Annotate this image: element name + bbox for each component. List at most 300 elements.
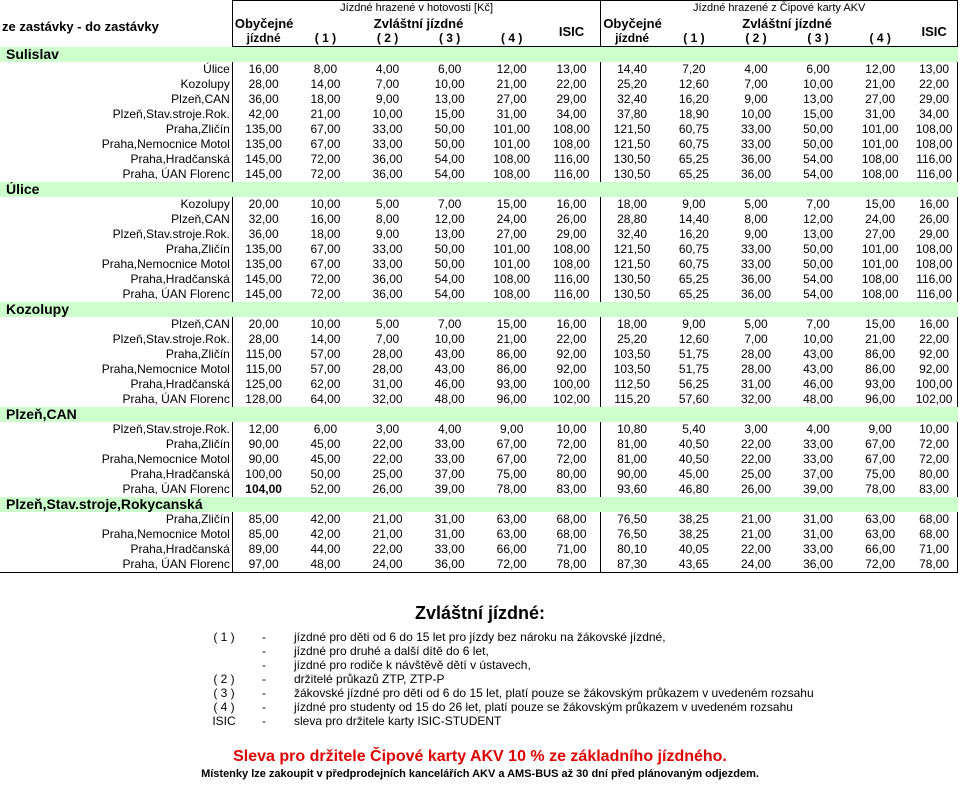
fare-cell: 21,00 xyxy=(865,332,896,346)
fare-cell: 101,00 xyxy=(861,122,899,136)
fare-cell: 108,00 xyxy=(493,167,531,181)
fare-cell: 50,00 xyxy=(803,122,834,136)
fare-cell: 145,00 xyxy=(245,167,282,181)
fare-cell: 116,00 xyxy=(543,152,601,167)
fare-row xyxy=(0,362,958,377)
fare-cell: 13,00 xyxy=(803,92,834,106)
fare-cell: 108,00 xyxy=(493,272,531,286)
fare-cell: 87,30 xyxy=(601,557,663,573)
fare-cell: 46,00 xyxy=(434,377,465,391)
fare-cell: 68,00 xyxy=(911,512,957,527)
destination-cell: Plzeň,CAN xyxy=(0,92,232,107)
fare-cell: 33,00 xyxy=(372,257,403,271)
isic-header: ISIC xyxy=(543,16,601,47)
fare-cell: 108,00 xyxy=(543,242,601,257)
fare-cell: 18,90 xyxy=(678,107,709,121)
fare-cell: 78,00 xyxy=(496,482,527,496)
fare-cell: 13,00 xyxy=(911,62,957,77)
section-row xyxy=(0,302,958,317)
fare-cell: 27,00 xyxy=(865,92,896,106)
fare-cell: 12,00 xyxy=(803,212,834,226)
fare-cell: 115,00 xyxy=(245,362,282,376)
fare-cell: 43,00 xyxy=(434,347,465,361)
fare-cell: 24,00 xyxy=(357,557,419,573)
fare-cell: 64,00 xyxy=(310,392,341,406)
fare-cell: 9,00 xyxy=(682,317,706,331)
fare-cell: 4,00 xyxy=(375,62,400,76)
fare-row xyxy=(0,542,958,557)
section-row xyxy=(0,47,958,63)
fare-cell: 10,00 xyxy=(434,332,465,346)
fare-row xyxy=(0,242,958,257)
fare-cell: 21,00 xyxy=(372,527,403,541)
fare-cell: 65,25 xyxy=(678,167,709,181)
fare-cell: 32,00 xyxy=(740,392,772,406)
fare-cell: 85,00 xyxy=(248,527,279,541)
fare-cell: 33,00 xyxy=(740,257,772,271)
fare-cell: 43,00 xyxy=(803,347,834,361)
destination-cell: Praha,Hradčanská xyxy=(0,377,232,392)
fare-cell: 67,00 xyxy=(865,452,896,466)
fare-cell: 14,00 xyxy=(310,332,341,346)
fare-cell: 33,00 xyxy=(434,452,465,466)
fare-cell: 25,20 xyxy=(617,77,648,91)
fare-cell: 101,00 xyxy=(861,242,899,256)
fare-row xyxy=(0,332,958,347)
note-text: jízdné pro druhé a další dítě do 6 let, xyxy=(294,644,489,658)
fare-cell: 93,60 xyxy=(617,482,648,496)
section-row xyxy=(0,407,958,422)
fare-cell: 108,00 xyxy=(493,152,531,166)
fare-cell: 100,00 xyxy=(543,377,601,392)
destination-cell: Praha,Nemocnice Motol xyxy=(0,257,232,272)
section-origin-name: Sulislav xyxy=(0,47,958,63)
fare-cell: 4,00 xyxy=(437,422,462,436)
fare-cell: 60,75 xyxy=(678,122,709,136)
fare-cell: 16,00 xyxy=(543,317,601,332)
fare-cell: 36,00 xyxy=(740,272,772,286)
fare-cell: 83,00 xyxy=(543,482,601,497)
fare-cell: 50,00 xyxy=(434,137,465,151)
fare-cell: 72,00 xyxy=(481,557,543,573)
note-code: ( 1 ) xyxy=(213,630,235,644)
fare-cell: 45,00 xyxy=(678,467,709,481)
note-text: jízdné pro rodiče k návštěvě dětí v ústavech, xyxy=(294,658,531,672)
fare-cell: 36,00 xyxy=(419,557,481,573)
fare-cell: 29,00 xyxy=(543,227,601,242)
fare-cell: 28,00 xyxy=(248,77,279,91)
fare-cell: 8,00 xyxy=(744,212,768,226)
fare-cell: 15,00 xyxy=(496,197,527,211)
fare-cell: 40,05 xyxy=(678,542,709,556)
fare-cell: 16,20 xyxy=(678,227,709,241)
note-dash: - xyxy=(262,658,266,672)
fare-cell: 31,00 xyxy=(434,512,465,526)
fare-cell: 26,00 xyxy=(911,212,957,227)
sub-header: ( 2 ) xyxy=(725,31,787,47)
fare-cell: 115,00 xyxy=(245,347,282,361)
fare-cell: 108,00 xyxy=(543,122,601,137)
fare-cell: 36,00 xyxy=(372,287,403,301)
note-dash: - xyxy=(262,686,266,700)
fare-cell: 108,00 xyxy=(861,152,899,166)
note-code: ( 2 ) xyxy=(213,672,235,686)
fare-cell: 36,00 xyxy=(248,227,279,241)
fare-cell: 62,00 xyxy=(310,377,341,391)
fare-cell: 31,00 xyxy=(434,527,465,541)
fare-cell: 97,00 xyxy=(232,557,294,573)
fare-cell: 31,00 xyxy=(803,527,834,541)
fare-cell: 66,00 xyxy=(865,542,896,556)
ordinary-header: Obyčejné xyxy=(603,16,662,31)
fare-cell: 5,00 xyxy=(744,317,768,331)
fare-cell: 108,00 xyxy=(543,137,601,152)
note-code: ( 4 ) xyxy=(213,700,235,714)
fare-cell: 10,00 xyxy=(911,422,957,437)
fare-cell: 20,00 xyxy=(248,317,279,331)
fare-cell: 22,00 xyxy=(911,332,957,347)
fare-cell: 8,00 xyxy=(375,212,400,226)
fare-row xyxy=(0,392,958,407)
fare-cell: 116,00 xyxy=(543,272,601,287)
fare-cell: 44,00 xyxy=(310,542,341,556)
sub-header: ( 3 ) xyxy=(787,31,849,47)
reservation-note: Místenky lze zakoupit v předprodejních kancelářích AKV a AMS-BUS až 30 dní před plánovaným odjezdem. xyxy=(201,768,759,780)
fare-row xyxy=(0,317,958,332)
fare-cell: 86,00 xyxy=(865,362,896,376)
fare-cell: 36,00 xyxy=(372,167,403,181)
fare-cell: 7,00 xyxy=(744,332,768,346)
fare-cell: 135,00 xyxy=(245,137,282,151)
fare-cell: 81,00 xyxy=(617,452,648,466)
fare-cell: 22,00 xyxy=(372,452,403,466)
fare-cell: 28,00 xyxy=(372,362,403,376)
fare-cell: 9,00 xyxy=(375,227,400,241)
fare-cell: 22,00 xyxy=(543,332,601,347)
fare-cell: 39,00 xyxy=(434,482,465,496)
note-item xyxy=(200,700,818,714)
destination-cell: Praha,Hradčanská xyxy=(0,467,232,482)
fare-cell: 68,00 xyxy=(543,527,601,542)
fare-cell: 116,00 xyxy=(911,167,957,182)
note-item xyxy=(200,630,818,644)
fare-cell: 52,00 xyxy=(310,482,341,496)
fare-row xyxy=(0,152,958,167)
note-dash: - xyxy=(262,644,266,658)
fare-cell: 60,75 xyxy=(678,257,709,271)
section-origin-name: Plzeň,CAN xyxy=(0,407,958,422)
fare-cell: 29,00 xyxy=(911,227,957,242)
fare-cell: 40,50 xyxy=(678,437,709,451)
fare-cell: 7,20 xyxy=(682,62,706,76)
fare-cell: 16,20 xyxy=(678,92,709,106)
destination-cell: Praha, ÚAN Florenc xyxy=(0,557,232,573)
fare-cell: 26,00 xyxy=(372,482,403,496)
fare-cell: 36,00 xyxy=(740,287,772,301)
fare-cell: 103,50 xyxy=(613,347,651,361)
fare-cell: 46,80 xyxy=(678,482,709,496)
note-text: držitelé průkazů ZTP, ZTP-P xyxy=(294,672,445,686)
fare-row xyxy=(0,467,958,482)
fare-row xyxy=(0,452,958,467)
fare-cell: 14,40 xyxy=(678,212,709,226)
note-code xyxy=(200,644,248,658)
fare-cell: 90,00 xyxy=(617,467,648,481)
fare-cell: 28,80 xyxy=(617,212,648,226)
fare-cell: 100,00 xyxy=(245,467,282,481)
fare-cell: 57,00 xyxy=(310,347,341,361)
fare-cell: 72,00 xyxy=(543,437,601,452)
fare-cell: 76,50 xyxy=(617,527,648,541)
fare-cell: 46,00 xyxy=(803,377,834,391)
note-dash: - xyxy=(262,672,266,686)
fare-cell: 40,50 xyxy=(678,452,709,466)
fare-cell: 86,00 xyxy=(865,347,896,361)
note-dash: - xyxy=(262,630,266,644)
destination-cell: Plzeň,Stav.stroje.Rok. xyxy=(0,422,232,437)
fare-cell: 16,00 xyxy=(310,212,341,226)
notes-list xyxy=(200,630,818,728)
destination-cell: Praha,Hradčanská xyxy=(0,542,232,557)
fare-cell: 18,00 xyxy=(310,227,341,241)
destination-cell: Praha, ÚAN Florenc xyxy=(0,167,232,182)
fare-cell: 9,00 xyxy=(868,422,892,436)
note-item xyxy=(200,686,818,700)
fare-cell: 116,00 xyxy=(543,167,601,182)
fare-cell: 31,00 xyxy=(496,107,527,121)
fare-cell: 21,00 xyxy=(496,77,527,91)
fare-cell: 33,00 xyxy=(434,437,465,451)
fare-header: jízdné xyxy=(232,31,294,47)
fare-row xyxy=(0,512,958,527)
fare-cell: 10,80 xyxy=(617,422,648,436)
destination-cell: Praha,Hradčanská xyxy=(0,152,232,167)
fare-cell: 27,00 xyxy=(496,92,527,106)
fare-row xyxy=(0,107,958,122)
fare-row xyxy=(0,437,958,452)
fare-cell: 15,00 xyxy=(434,107,465,121)
fare-cell: 72,00 xyxy=(849,557,911,573)
destination-cell: Praha,Zličín xyxy=(0,242,232,257)
fare-cell: 78,00 xyxy=(865,482,896,496)
fare-cell: 71,00 xyxy=(911,542,957,557)
fare-cell: 7,00 xyxy=(437,317,462,331)
fare-cell: 27,00 xyxy=(865,227,896,241)
fare-cell: 96,00 xyxy=(865,392,896,406)
fare-cell: 12,60 xyxy=(678,332,709,346)
destination-cell: Plzeň,Stav.stroje.Rok. xyxy=(0,332,232,347)
fare-cell: 22,00 xyxy=(372,437,403,451)
fare-cell: 116,00 xyxy=(911,287,957,302)
fare-cell: 34,00 xyxy=(911,107,957,122)
destination-cell: Praha,Nemocnice Motol xyxy=(0,452,232,467)
fare-cell: 12,00 xyxy=(434,212,465,226)
fare-row xyxy=(0,422,958,437)
fare-cell: 65,25 xyxy=(678,152,709,166)
fare-cell: 102,00 xyxy=(543,392,601,407)
fare-cell: 72,00 xyxy=(911,452,957,467)
fare-cell: 6,00 xyxy=(437,62,462,76)
fare-cell: 33,00 xyxy=(803,542,834,556)
fare-cell: 12,00 xyxy=(865,62,896,76)
section-origin-name: Plzeň,Stav.stroje,Rokycanská xyxy=(0,497,958,512)
fare-cell: 145,00 xyxy=(245,152,282,166)
fare-cell: 130,50 xyxy=(613,287,651,301)
note-text: jízdné pro studenty od 15 do 26 let, platí pouze se žákovským průkazem v uvedeném rozsahu xyxy=(294,700,793,714)
fare-cell: 22,00 xyxy=(543,77,601,92)
note-code xyxy=(200,658,248,672)
destination-cell: Praha,Zličín xyxy=(0,122,232,137)
fare-cell: 63,00 xyxy=(865,527,896,541)
note-dash: - xyxy=(262,700,266,714)
fare-cell: 36,00 xyxy=(372,272,403,286)
fare-row xyxy=(0,197,958,212)
fare-cell: 22,00 xyxy=(740,452,772,466)
fare-cell: 12,00 xyxy=(496,62,527,76)
fare-cell: 50,00 xyxy=(310,467,341,481)
fare-cell: 102,00 xyxy=(911,392,957,407)
fare-cell: 9,00 xyxy=(744,92,768,106)
fare-cell: 50,00 xyxy=(803,242,834,256)
fare-row xyxy=(0,272,958,287)
fare-cell: 25,00 xyxy=(740,467,772,481)
fare-row xyxy=(0,287,958,302)
fare-row xyxy=(0,62,958,77)
fare-cell: 101,00 xyxy=(493,137,531,151)
fare-cell: 72,00 xyxy=(310,272,341,286)
fare-cell: 37,00 xyxy=(803,467,834,481)
destination-cell: Úlice xyxy=(0,62,232,77)
fare-cell: 7,00 xyxy=(375,77,400,91)
fare-cell: 24,00 xyxy=(496,212,527,226)
fare-cell: 33,00 xyxy=(740,122,772,136)
fare-cell: 67,00 xyxy=(310,137,341,151)
fare-cell: 33,00 xyxy=(803,452,834,466)
destination-cell: Praha,Nemocnice Motol xyxy=(0,362,232,377)
fare-row xyxy=(0,212,958,227)
fare-cell: 68,00 xyxy=(543,512,601,527)
fare-cell: 60,75 xyxy=(678,242,709,256)
fare-cell: 45,00 xyxy=(310,437,341,451)
fare-cell: 14,00 xyxy=(310,77,341,91)
fare-cell: 92,00 xyxy=(911,362,957,377)
fare-cell: 36,00 xyxy=(740,152,772,166)
fare-cell: 48,00 xyxy=(434,392,465,406)
fare-cell: 26,00 xyxy=(740,482,772,496)
fare-cell: 13,00 xyxy=(434,92,465,106)
fare-cell: 10,00 xyxy=(310,317,341,331)
fare-cell: 22,00 xyxy=(740,542,772,556)
fare-cell: 18,00 xyxy=(617,197,648,211)
destination-cell: Plzeň,CAN xyxy=(0,212,232,227)
fare-cell: 5,00 xyxy=(375,197,400,211)
destination-cell: Kozolupy xyxy=(0,77,232,92)
fare-cell: 15,00 xyxy=(865,197,896,211)
fare-cell: 16,00 xyxy=(248,62,279,76)
fare-cell: 67,00 xyxy=(865,437,896,451)
fare-cell: 50,00 xyxy=(434,242,465,256)
fare-cell: 22,00 xyxy=(372,542,403,556)
fare-cell: 121,50 xyxy=(613,122,651,136)
fare-cell: 33,00 xyxy=(803,437,834,451)
sub-header: ( 2 ) xyxy=(357,31,419,47)
fare-cell: 43,00 xyxy=(803,362,834,376)
fare-cell: 66,00 xyxy=(496,542,527,556)
fare-cell: 71,00 xyxy=(543,542,601,557)
fare-cell: 22,00 xyxy=(740,437,772,451)
destination-cell: Plzeň,Stav.stroje.Rok. xyxy=(0,107,232,122)
fare-cell: 67,00 xyxy=(310,122,341,136)
fare-cell: 112,50 xyxy=(614,377,650,391)
fare-cell: 37,00 xyxy=(434,467,465,481)
fare-cell: 10,00 xyxy=(543,422,601,437)
fare-cell: 36,00 xyxy=(372,152,403,166)
fare-cell: 63,00 xyxy=(496,512,527,526)
fare-cell: 54,00 xyxy=(803,152,834,166)
fare-cell: 33,00 xyxy=(372,122,403,136)
fare-cell: 101,00 xyxy=(861,137,899,151)
fare-cell: 28,00 xyxy=(248,332,279,346)
fare-cell: 21,00 xyxy=(865,77,896,91)
fare-cell: 51,75 xyxy=(678,362,709,376)
fare-cell: 29,00 xyxy=(543,92,601,107)
fare-cell: 31,00 xyxy=(865,107,896,121)
fare-cell: 75,00 xyxy=(496,467,527,481)
fare-cell: 76,50 xyxy=(617,512,648,526)
fare-row xyxy=(0,137,958,152)
fare-cell: 21,00 xyxy=(740,512,772,526)
sub-header: ( 4 ) xyxy=(481,31,543,47)
fare-cell: 16,00 xyxy=(911,317,957,332)
fare-cell: 108,00 xyxy=(543,257,601,272)
fare-row xyxy=(0,227,958,242)
fare-row xyxy=(0,92,958,107)
fare-cell: 135,00 xyxy=(245,257,282,271)
note-text: sleva pro držitele karty ISIC-STUDENT xyxy=(294,714,502,728)
fare-cell: 25,00 xyxy=(372,467,403,481)
fare-cell: 42,00 xyxy=(310,512,341,526)
section-origin-name: Úlice xyxy=(0,182,958,197)
fare-cell: 7,00 xyxy=(437,197,462,211)
fare-cell: 101,00 xyxy=(493,242,531,256)
notes-title: Zvláštní jízdné: xyxy=(414,603,546,623)
fare-cell: 50,00 xyxy=(803,137,834,151)
fare-cell: 37,80 xyxy=(617,107,648,121)
fare-cell: 108,00 xyxy=(861,167,899,181)
fare-cell: 5,00 xyxy=(744,197,768,211)
note-code: ISIC xyxy=(212,714,236,728)
fare-cell: 101,00 xyxy=(493,122,531,136)
fare-cell: 54,00 xyxy=(803,272,834,286)
note-item xyxy=(200,644,818,658)
fare-cell: 51,75 xyxy=(678,347,709,361)
fare-cell: 108,00 xyxy=(911,242,957,257)
fare-cell: 13,00 xyxy=(434,227,465,241)
isic-header: ISIC xyxy=(911,16,957,47)
note-code: ( 3 ) xyxy=(213,686,235,700)
fare-cell: 108,00 xyxy=(493,287,531,301)
note-text: žákovské jízdné pro děti od 6 do 15 let, platí pouze se žákovským průkazem v uvedeném rozsahu xyxy=(294,686,814,700)
destination-cell: Plzeň,CAN xyxy=(0,317,232,332)
destination-cell: Praha,Zličín xyxy=(0,347,232,362)
fare-cell: 12,60 xyxy=(678,77,709,91)
fare-cell: 67,00 xyxy=(310,242,341,256)
fare-cell: 42,00 xyxy=(310,527,341,541)
fare-cell: 75,00 xyxy=(865,467,896,481)
section-row xyxy=(0,497,958,512)
fare-cell: 101,00 xyxy=(493,257,531,271)
fare-cell: 130,50 xyxy=(613,167,651,181)
